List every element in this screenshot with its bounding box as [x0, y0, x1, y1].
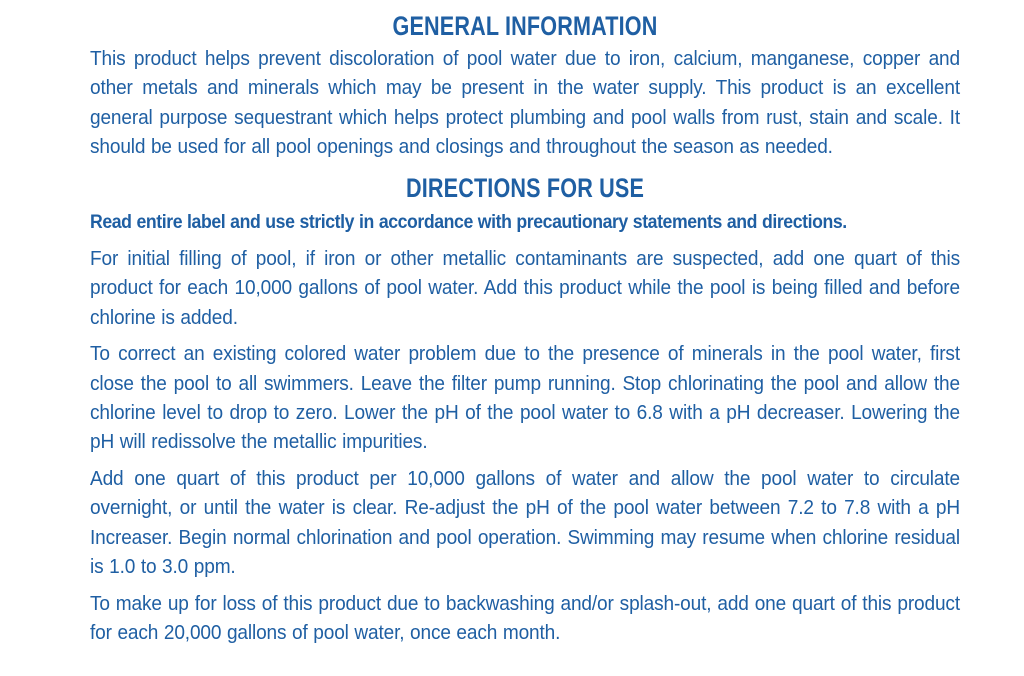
general-information-heading: GENERAL INFORMATION	[392, 11, 658, 41]
general-information-body: This product helps prevent discoloration of pool water due to iron, calcium, manganese, copper and other metals and minerals which may be present in the water supply. This product is an excellent general purpose sequestrant which helps protect plumbing and pool walls from rust, stain and scale. It should be used for all pool openings and closings and throughout the season as needed.	[90, 47, 960, 159]
directions-heading: DIRECTIONS FOR USE	[405, 172, 645, 203]
directions-initial-filling: For initial filling of pool, if iron or other metallic contaminants are suspected, add one quart of this product for each 10,000 gallons of pool water. Add this product while the pool is being filled and before chlorine is added.	[90, 247, 960, 329]
directions-colored-water: To correct an existing colored water problem due to the presence of minerals in the pool water, first close the pool to all swimmers. Leave the filter pump running. Stop chlorinating the pool and allow the chlorine level to drop to zero. Lower the pH of the pool water to 6.8 with a pH decreaser. Lowering the pH will redissolve the metallic impurities.	[90, 342, 960, 454]
label-text-block	[90, 10, 960, 647]
precaution-statement: Read entire label and use strictly in accordance with precautionary statements and directions.	[90, 211, 847, 233]
directions-maintenance: To make up for loss of this product due to backwashing and/or splash-out, add one quart of this product for each 20,000 gallons of pool water, once each month.	[90, 591, 960, 644]
directions-dosage: Add one quart of this product per 10,000 gallons of water and allow the pool water to circulate overnight, or until the water is clear. Re-adjust the pH of the pool water between 7.2 to 7.8 with a pH Increaser. Begin normal chlorination and pool operation. Swimming may resume when chlorine residual is 1.0 to 3.0 ppm.	[90, 466, 960, 579]
